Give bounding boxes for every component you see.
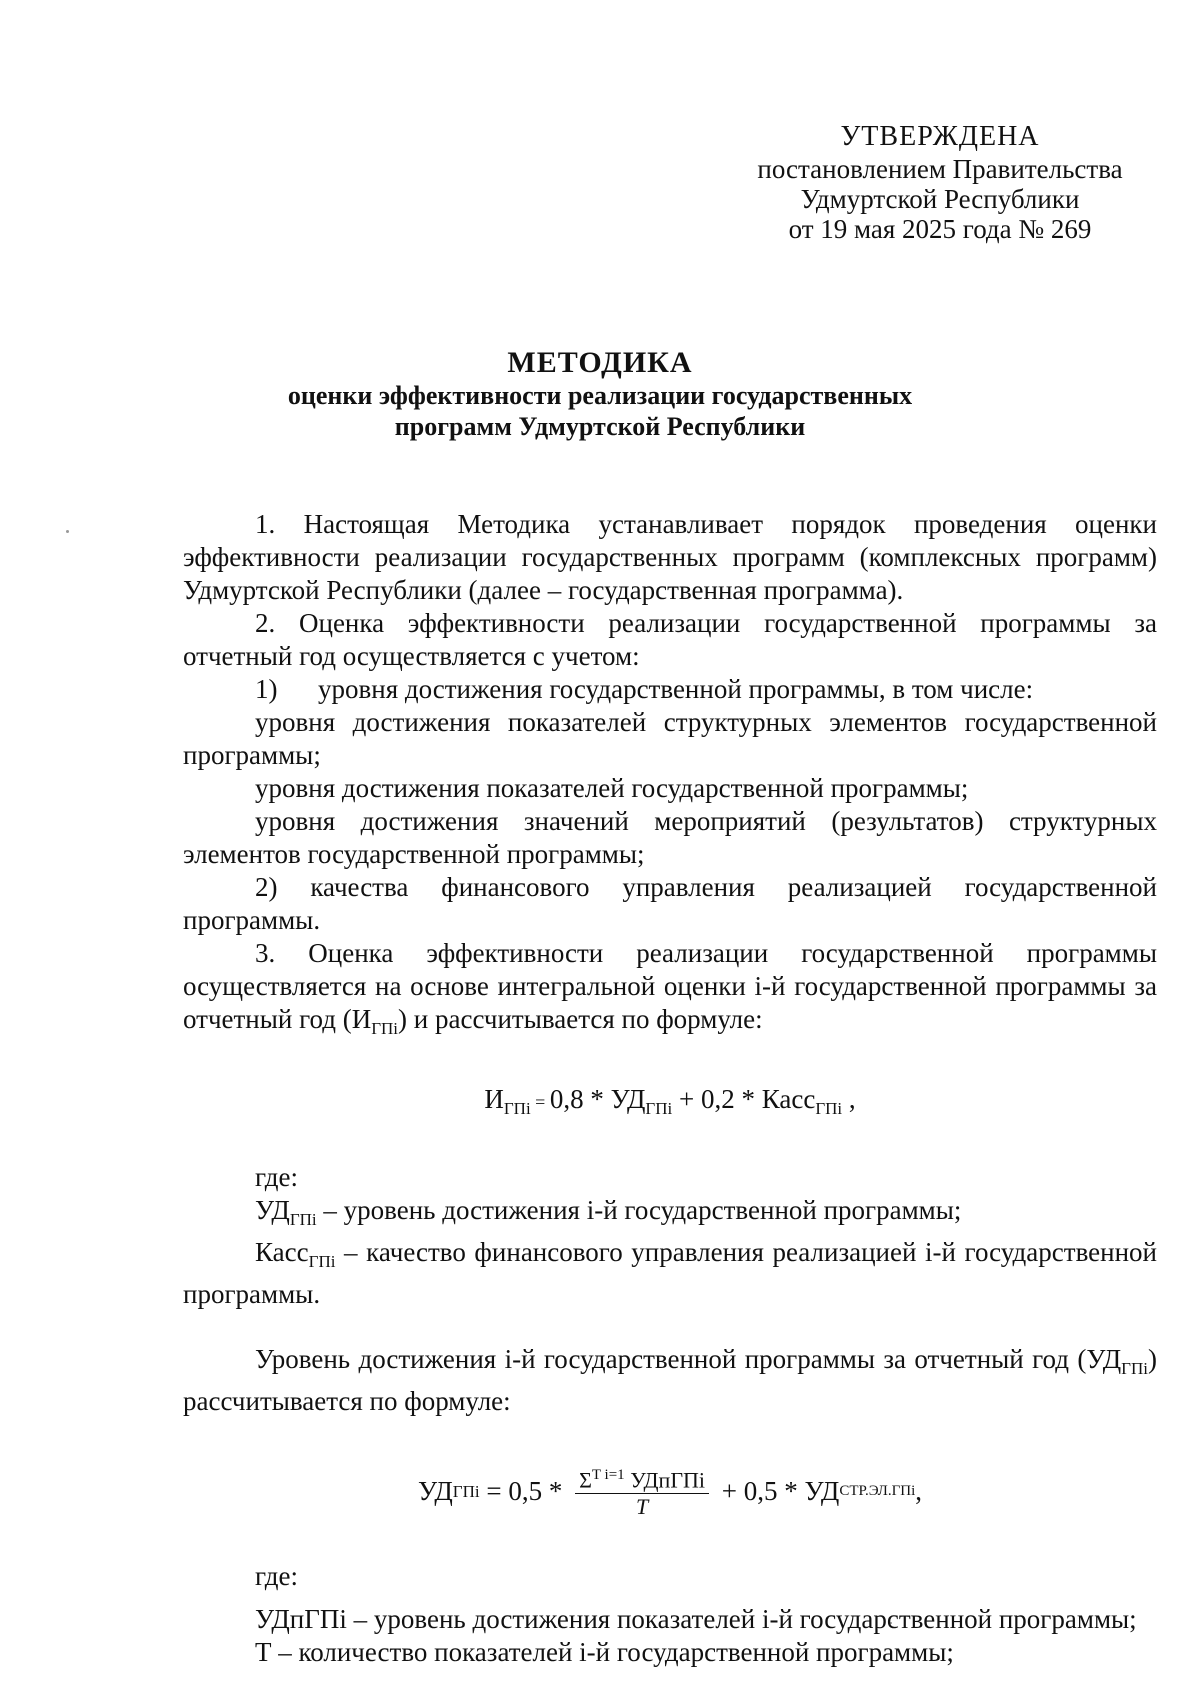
where-label: где: (255, 1561, 298, 1592)
subscript: ГПi (452, 1481, 480, 1501)
formula-equals: = (530, 1092, 550, 1112)
subscript: ГПi (308, 1252, 336, 1271)
text: Уровень достижения i-й государственной программы за отчетный год (УД (255, 1344, 1122, 1374)
subscript: ГПi (289, 1210, 317, 1229)
text: ) и рассчитывается по формуле: (398, 1004, 763, 1034)
approval-stamp-block (740, 122, 1140, 244)
paragraph-item-1a: уровня достижения показателей структурных элементов государственной программы; (183, 707, 1157, 770)
formula-symbol: УД (417, 1475, 453, 1506)
level-paragraph (183, 1343, 1157, 1418)
paragraph-item-1: 1) уровня достижения государственной программы, в том числе: (255, 674, 1034, 704)
formula-term: + 0,2 * Касс (672, 1084, 816, 1114)
paragraph-2: 2. Оценка эффективности реализации государственной программы за отчетный год осуществляется с учетом: (183, 608, 1157, 671)
approval-date-line: от 19 мая 2025 года № 269 (788, 214, 1092, 244)
approval-heading: УТВЕРЖДЕНА (840, 121, 1040, 152)
where-label: где: (255, 1162, 298, 1192)
formula-fraction (575, 1462, 709, 1520)
symbol: УД (255, 1195, 290, 1225)
formula-achievement-level (183, 1462, 1157, 1520)
title-line: программ Удмуртской Республики (394, 412, 806, 441)
sigma-symbol: Σ (579, 1467, 592, 1493)
subscript: СТР.ЭЛ.ГПi (839, 1482, 916, 1499)
subscript: ГПi (503, 1099, 531, 1118)
approval-line: Удмуртской Республики (800, 184, 1080, 214)
subscript: ГПi (815, 1099, 843, 1118)
symbol: Касс (255, 1237, 309, 1267)
text: 3. Оценка эффективности реализации государственной программы осуществляется на основе интегральной оценки i-й государственной программы за отчетный год (И (183, 938, 1157, 1034)
text: ) рассчитывается по формуле: (183, 1344, 1157, 1416)
definition-line: УДпГПi – уровень достижения показателей i-й государственной программы; (255, 1604, 1137, 1635)
formula-integral-score (183, 1083, 1157, 1125)
formula-tail: , (842, 1084, 856, 1114)
subscript: ГПi (371, 1019, 399, 1038)
document-body (183, 508, 1157, 1669)
subscript: ГПi (1121, 1359, 1148, 1378)
definition-line (183, 1194, 1157, 1236)
numerator-text: УДпГПi (630, 1467, 706, 1493)
formula-tail: , (915, 1475, 923, 1506)
title-line: оценки эффективности реализации государственных (287, 381, 913, 410)
fraction-numerator (575, 1462, 709, 1494)
formula-symbol: И (484, 1084, 504, 1114)
fraction-denominator: T (635, 1494, 649, 1520)
paragraph-item-1b: уровня достижения показателей государственной программы; (255, 773, 969, 803)
title-main: МЕТОДИКА (507, 346, 693, 379)
paragraph-item-1c: уровня достижения значений мероприятий (результатов) структурных элементов государственной программы; (183, 806, 1157, 869)
approval-line: постановлением Правительства (757, 154, 1123, 184)
sigma-limits: T i=1 (591, 1467, 625, 1483)
paragraph-item-2: 2) качества финансового управления реализацией государственной программы. (183, 872, 1157, 935)
formula-term: + 0,5 * УД (715, 1475, 840, 1506)
formula-term: 0,8 * УД (549, 1084, 646, 1114)
definition-line: Т – количество показателей i-й государственной программы; (255, 1637, 954, 1668)
definition-text: – уровень достижения i-й государственной программы; (316, 1195, 962, 1225)
definition-text: – качество финансового управления реализацией i-й государственной программы. (183, 1237, 1157, 1309)
formula-term: = 0,5 * (479, 1475, 570, 1506)
scan-speck (66, 530, 69, 533)
definition-line (183, 1236, 1157, 1311)
document-title (0, 346, 1200, 442)
subscript: ГПi (645, 1099, 673, 1118)
paragraph-3 (183, 937, 1157, 1045)
paragraph-1: 1. Настоящая Методика устанавливает порядок проведения оценки эффективности реализации государственных программ (комплексных программ) Удмуртской Республики (далее – государственная программа). (183, 509, 1157, 605)
